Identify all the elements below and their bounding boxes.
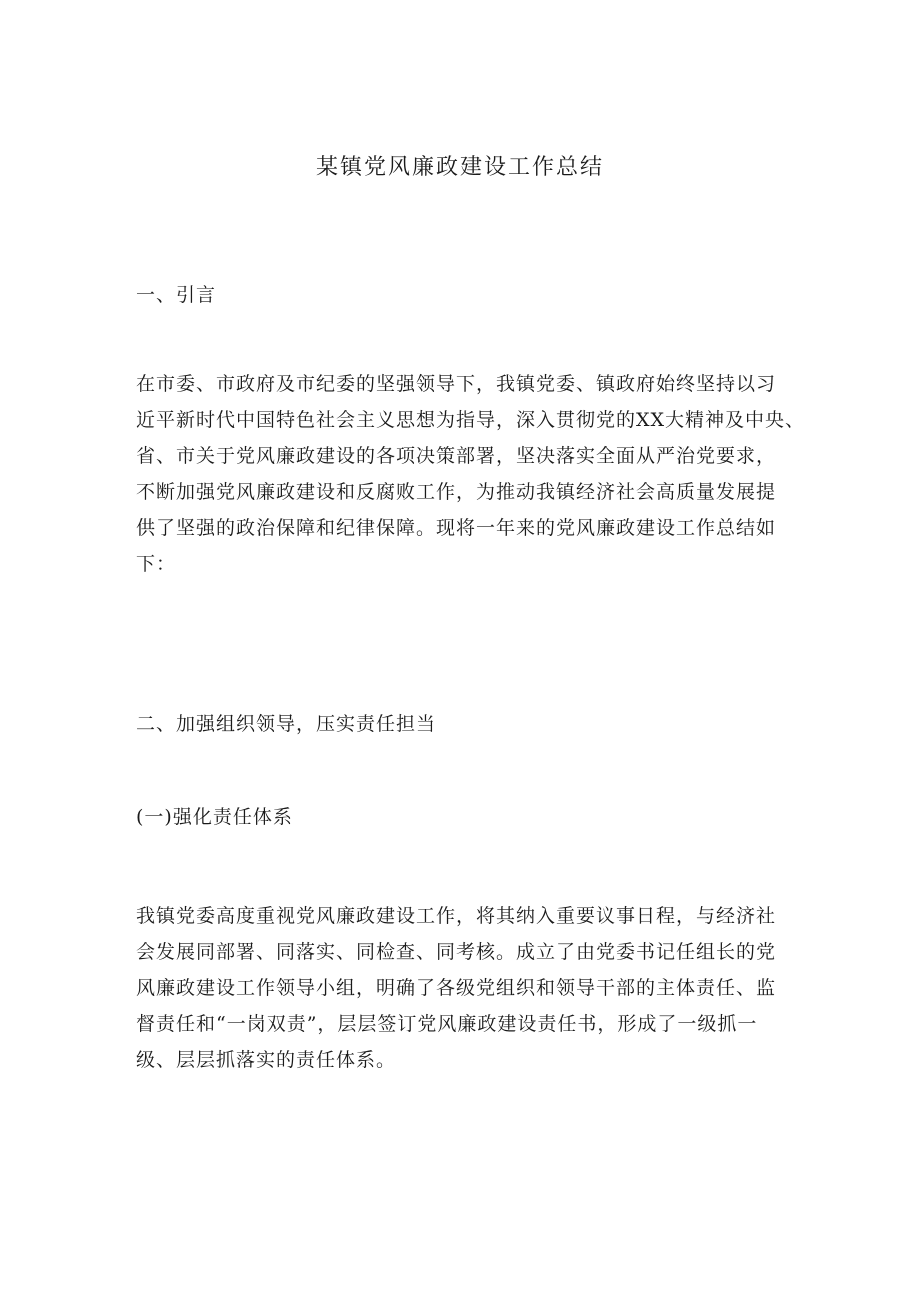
introduction-paragraph (136, 366, 816, 582)
paragraph-line: 不断加强党风廉政建设和反腐败工作，为推动我镇经济社会高质量发展提 (136, 481, 777, 503)
paragraph-line: 在市委、市政府及市纪委的坚强领导下，我镇党委、镇政府始终坚持以习 (136, 373, 777, 395)
paragraph-line: 省、市关于党风廉政建设的各项决策部署，坚决落实全面从严治党要求， (136, 445, 777, 467)
paragraph-line: 供了坚强的政治保障和纪律保障。现将一年来的党风廉政建设工作总结如 (136, 517, 777, 539)
paragraph-line: 风廉政建设工作领导小组，明确了各级党组织和领导干部的主体责任、监 (136, 977, 777, 999)
section-heading-introduction: 一、引言 (136, 284, 217, 306)
paragraph-line: 我镇党委高度重视党风廉政建设工作，将其纳入重要议事日程，与经济社 (136, 905, 777, 927)
paragraph-line: 下： (136, 553, 177, 575)
paragraph-line: 近平新时代中国特色社会主义思想为指导，深入贯彻党的XX大精神及中央、 (136, 409, 806, 431)
paragraph-line: 级、层层抓落实的责任体系。 (136, 1049, 397, 1071)
responsibility-paragraph (136, 898, 816, 1078)
subsection-heading-responsibility: (一)强化责任体系 (136, 806, 293, 828)
paragraph-line: 会发展同部署、同落实、同检查、同考核。成立了由党委书记任组长的党 (136, 941, 777, 963)
section-heading-organization: 二、加强组织领导，压实责任担当 (136, 713, 437, 735)
document-title: 某镇党风廉政建设工作总结 (315, 155, 604, 180)
paragraph-line: 督责任和“一岗双责”，层层签订党风廉政建设责任书，形成了一级抓一 (136, 1013, 758, 1035)
